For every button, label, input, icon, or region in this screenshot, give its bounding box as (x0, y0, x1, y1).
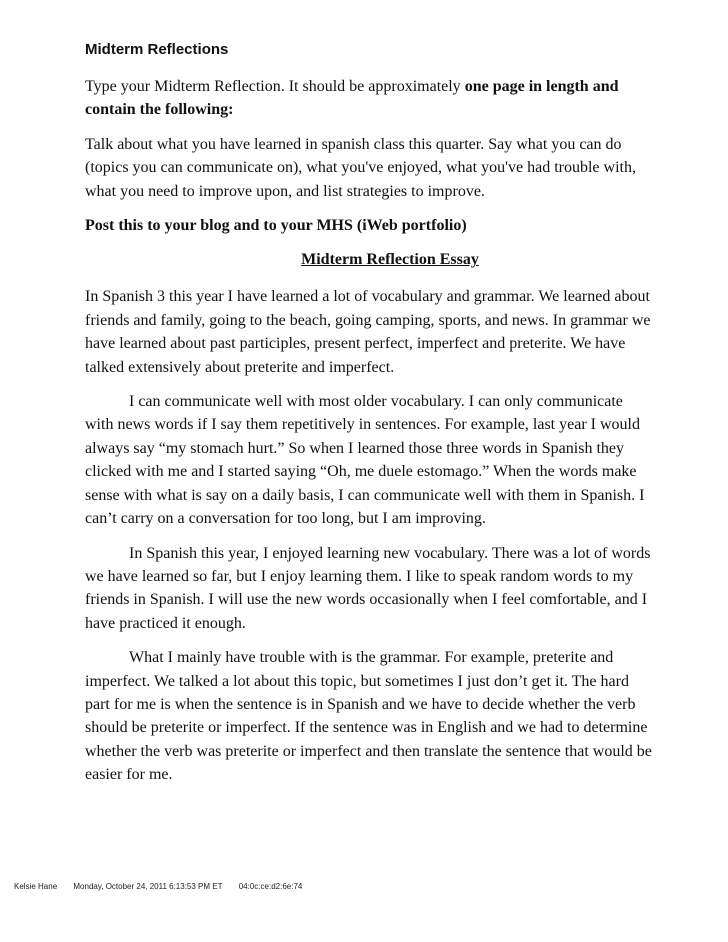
instructions-post-note: Post this to your blog and to your MHS (iWeb portfolio) (85, 217, 467, 235)
essay-title: Midterm Reflection Essay (301, 251, 479, 269)
essay-paragraph: In Spanish this year, I enjoyed learning new vocabulary. There was a lot of words we have learned so far, but I enjoy learning them. I like to speak random words to my friends in Spanish. I will use the new words occasionally when I feel comfortable, and I have practiced it enough. (85, 544, 651, 632)
instructions-intro-bold: one page in length and contain the following: (85, 78, 619, 119)
instructions-intro (85, 75, 655, 122)
essay-paragraph: What I mainly have trouble with is the grammar. For example, preterite and imperfect. We talked a lot about this topic, but sometimes I just don’t get it. The hard part for me is when the sentence is in Spanish and we have to decide whether the verb should be preterite or imperfect. If the sentence was in English and we had to determine whether the verb was preterite or imperfect and then translate the sentence that would be easier for me. (85, 649, 652, 784)
essay-paragraph: In Spanish 3 this year I have learned a lot of vocabulary and grammar. We learned about friends and family, going to the beach, going camping, sports, and news. In grammar we have learned about past participles, present perfect, imperfect and preterite. We have talked extensively about preterite and imperfect. (85, 288, 651, 376)
document-page (85, 38, 655, 798)
essay-paragraph: I can communicate well with most older vocabulary. I can only communicate with news words if I say them repetitively in sentences. For example, last year I would always say “my stomach hurt.” So when I learned those three words in Spanish they clicked with me and I started saying “Oh, me duele estomago.” When the words make sense with what is say on a daily basis, I can communicate well with them in Spanish. I can’t carry on a conversation for too long, but I am improving. (85, 393, 645, 528)
instructions-details: Talk about what you have learned in spanish class this quarter. Say what you can do (topics you can communicate on), what you've enjoyed, what you've had trouble with, what you need to improve upon, and list strategies to improve. (85, 135, 636, 200)
page-footer (14, 882, 316, 891)
footer-device-id: 04:0c:ce:d2:6e:74 (238, 882, 303, 891)
document-heading: Midterm Reflections (85, 41, 229, 58)
footer-author: Kelsie Hane (14, 882, 58, 891)
footer-timestamp: Monday, October 24, 2011 6:13:53 PM ET (73, 882, 223, 891)
instructions-intro-plain: Type your Midterm Reflection. It should be approximately (85, 78, 465, 95)
